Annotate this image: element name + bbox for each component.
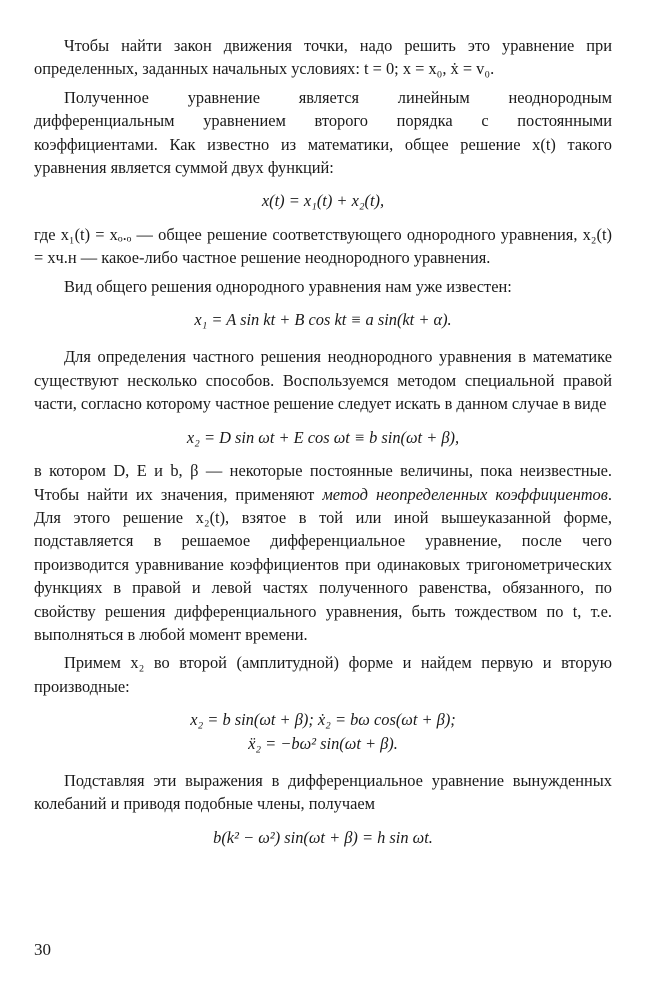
text-segment: в котором D, E и b, β — некоторые постоянные величины, пока неизвестные. Чтобы найти их значения, применяют xyxy=(34,461,612,504)
paragraph-derivatives-intro: Примем x₂ во второй (амплитудной) форме и найдем первую и вторую производные: xyxy=(34,653,612,696)
equation-homogeneous-solution: x₁ = A sin kt + B cos kt ≡ a sin(kt + α). xyxy=(194,310,452,330)
paragraph-linear-equation: Полученное уравнение является линейным неоднородным дифференциальным уравнением второго порядка с постоянными коэффициентами. Как известно из математики, общее решение x(t) такого уравнения является суммой двух функций: xyxy=(34,87,612,178)
paragraph-initial-conditions: Чтобы найти закон движения точки, надо решить это уравнение при определенных, заданных начальных условиях: t = 0; x = x₀, ẋ = v₀. xyxy=(34,36,612,79)
page-content xyxy=(34,34,612,849)
paragraph-homogeneous-intro: Вид общего решения однородного уравнения нам уже известен: xyxy=(64,276,512,296)
equation-derivatives-first: x₂ = b sin(ωt + β); ẋ₂ = bω cos(ωt + β); xyxy=(190,710,456,730)
equation-derivatives-second: ẍ₂ = −bω² sin(ωt + β). xyxy=(248,733,398,753)
page-number: 30 xyxy=(34,940,51,959)
emphasis-method-name: метод неопределенных коэффициентов xyxy=(322,484,608,504)
paragraph-particular-method: Для определения частного решения неоднородного уравнения в математике существуют несколько способов. Воспользуемся методом специальной правой части, согласно которому частное решение следует искать в данном случае в виде xyxy=(34,347,612,414)
text-segment: . Для этого решение x₂(t), взятое в той или иной вышеуказанной форме, подставляется в решаемое дифференциальное уравнение, после чего производится уравнивание коэффициентов при одинаковых тригонометрических функциях в правой и левой частях полученного равенства, обязанного, по свойству решения дифференциального уравнения, быть тождеством по t, т.е. выполняться в любой момент времени. xyxy=(34,484,612,644)
equation-particular-solution: x₂ = D sin ωt + E cos ωt ≡ b sin(ωt + β), xyxy=(186,427,460,447)
equation-general-solution: x(t) = x₁(t) + x₂(t), xyxy=(261,191,385,211)
paragraph-substitution: Подставляя эти выражения в дифференциальное уравнение вынужденных колебаний и приводя подобные члены, получаем xyxy=(34,770,612,814)
equation-result: b(k² − ω²) sin(ωt + β) = h sin ωt. xyxy=(213,827,433,847)
paragraph-solution-parts: где x₁(t) = xₒ.ₒ — общее решение соответствующего однородного уравнения, x₂(t) = xч.н — какое-либо частное решение неоднородного уравнения. xyxy=(34,224,612,268)
paragraph-undetermined-coefficients xyxy=(34,459,612,646)
